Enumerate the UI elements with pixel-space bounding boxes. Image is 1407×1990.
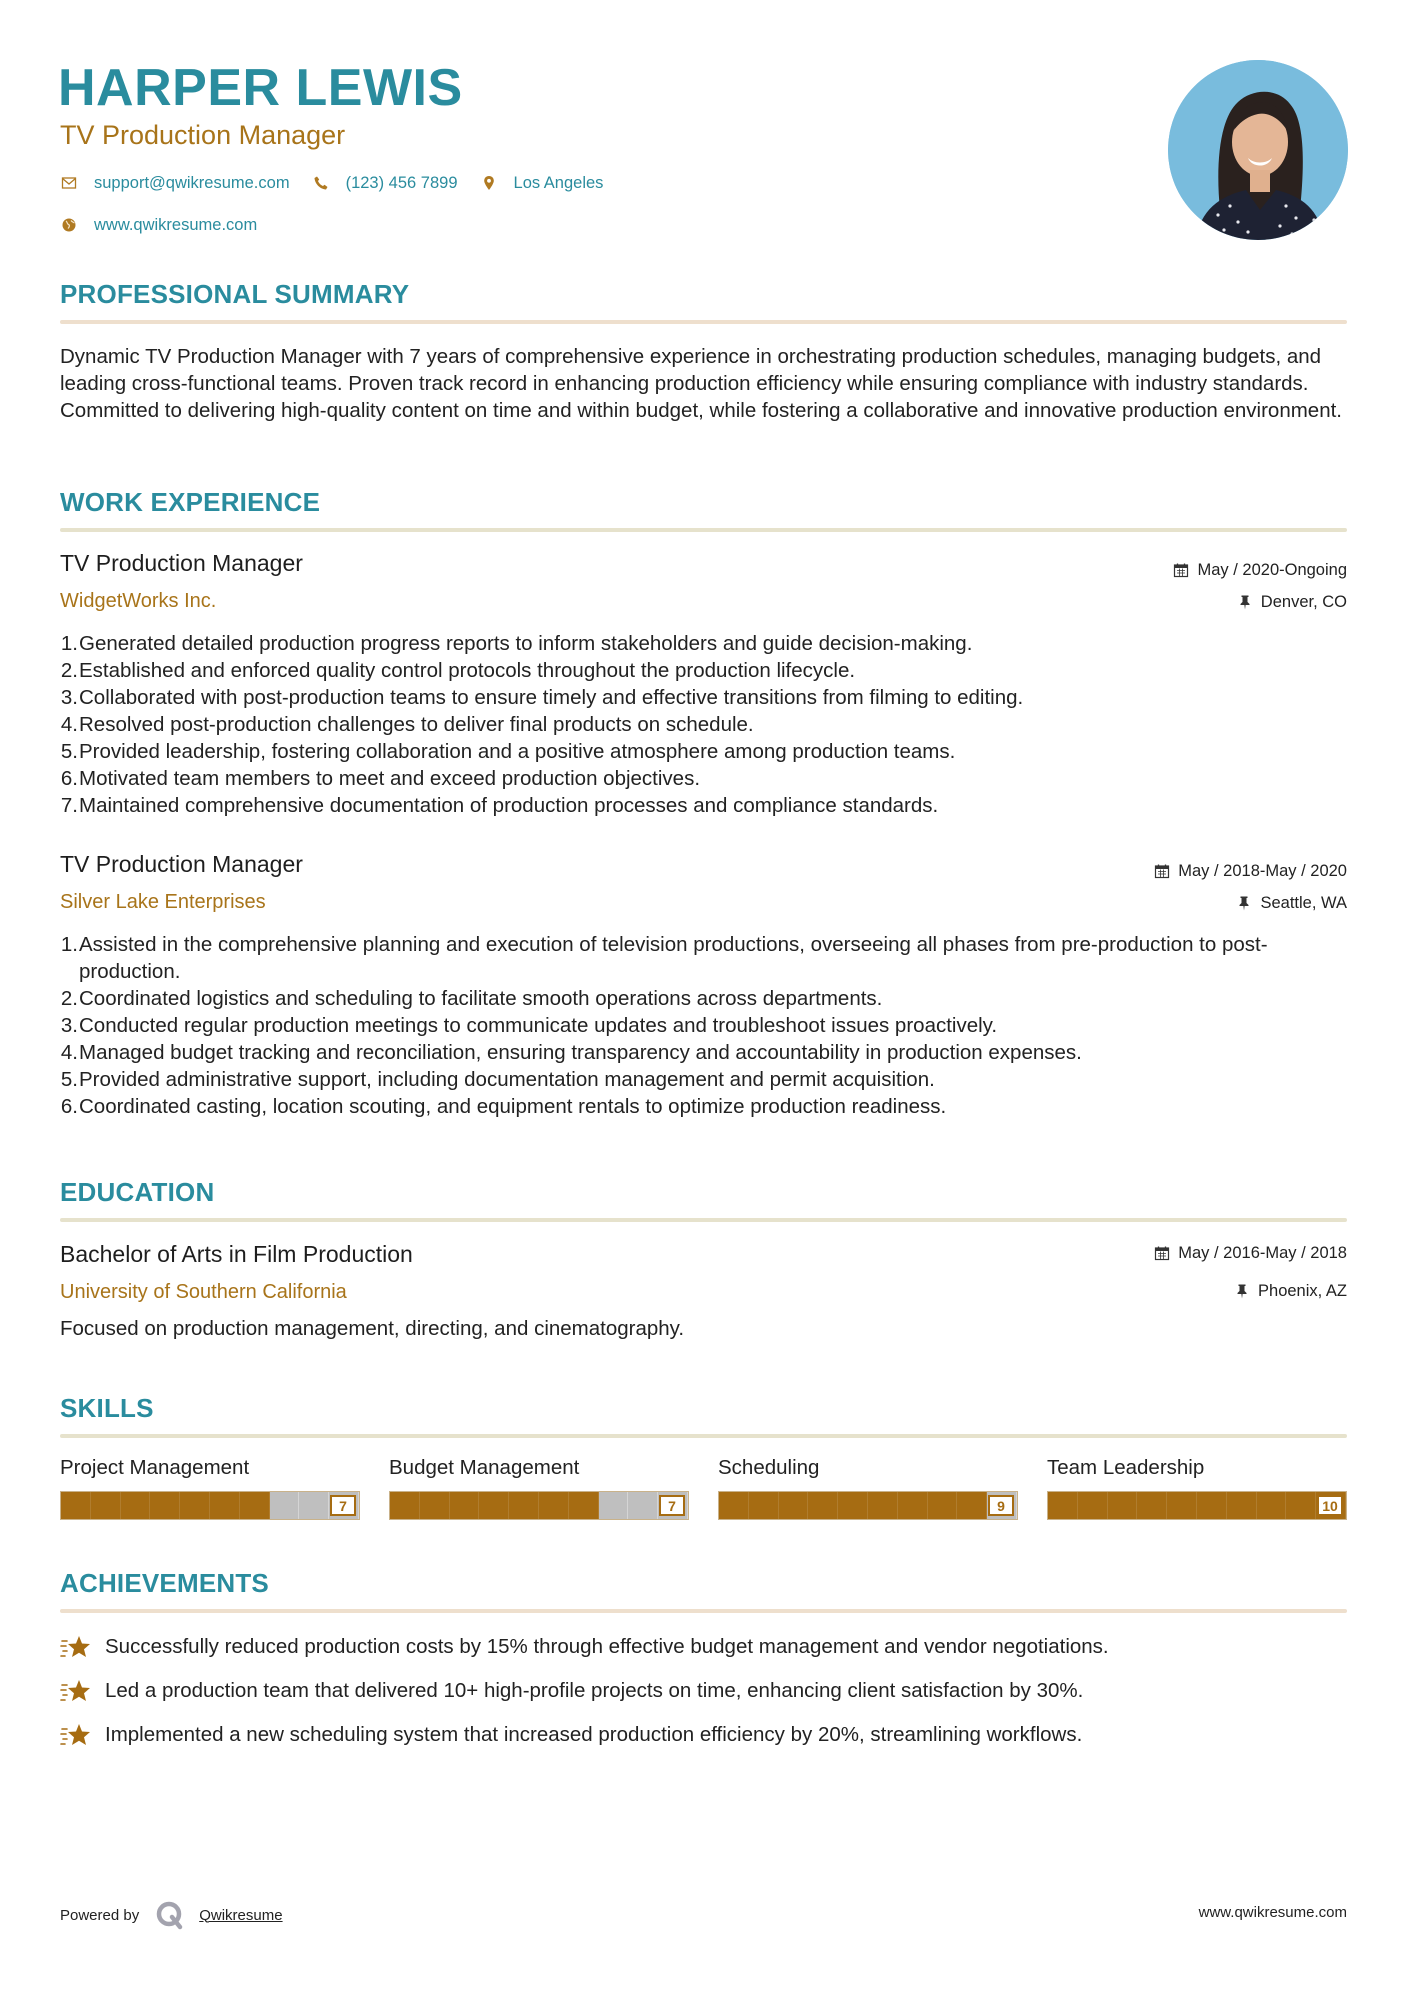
candidate-title: TV Production Manager — [60, 120, 346, 150]
education-dates-text: May / 2016-May / 2018 — [1178, 1244, 1347, 1262]
job-company: Silver Lake Enterprises — [60, 891, 266, 913]
star-award-icon — [60, 1633, 92, 1661]
globe-icon — [60, 216, 78, 234]
job-location — [1236, 892, 1347, 914]
job-location-text: Seattle, WA — [1260, 894, 1347, 912]
map-pin-icon — [480, 174, 498, 192]
achievement-item — [60, 1633, 1347, 1661]
job-location — [1237, 591, 1347, 613]
experience-heading: WORK EXPERIENCE — [60, 487, 321, 517]
pushpin-icon — [1236, 895, 1252, 911]
degree-title: Bachelor of Arts in Film Production — [60, 1241, 413, 1267]
skill-name: Project Management — [60, 1456, 250, 1479]
achievement-item — [60, 1721, 1347, 1749]
calendar-icon — [1173, 562, 1189, 578]
job-title: TV Production Manager — [60, 851, 303, 877]
education-heading: EDUCATION — [60, 1177, 215, 1207]
skill-item — [389, 1455, 689, 1520]
qwikresume-logo-icon — [155, 1900, 185, 1930]
skill-name: Team Leadership — [1047, 1456, 1205, 1479]
skill-bar — [60, 1491, 360, 1520]
calendar-icon — [1154, 863, 1170, 879]
star-award-icon — [60, 1677, 92, 1705]
skill-name: Budget Management — [389, 1456, 580, 1479]
list-item: 5. Provided leadership, fostering collaboration and a positive atmosphere among production teams. — [60, 740, 956, 763]
star-award-icon — [60, 1721, 92, 1749]
skill-bar — [389, 1491, 689, 1520]
contact-row-primary — [60, 172, 625, 194]
job-dates-text: May / 2020-Ongoing — [1197, 561, 1347, 579]
contact-phone[interactable] — [312, 172, 458, 194]
experience-divider — [60, 528, 1347, 532]
education-location — [1234, 1280, 1347, 1302]
pushpin-icon — [1237, 594, 1253, 610]
achievement-text: Led a production team that delivered 10+ high-profile projects on time, enhancing client satisfaction by 30%. — [105, 1679, 1084, 1702]
list-item: 4. Managed budget tracking and reconciliation, ensuring transparency and accountability in production expenses. — [60, 1041, 1082, 1064]
list-item: 5. Provided administrative support, including documentation management and permit acquisition. — [60, 1068, 935, 1091]
list-item: 2. Coordinated logistics and scheduling to facilitate smooth operations across departments. — [60, 987, 883, 1010]
job-dates — [1154, 860, 1347, 882]
skill-score: 7 — [659, 1495, 685, 1516]
phone-text: (123) 456 7899 — [345, 174, 458, 192]
education-location-text: Phoenix, AZ — [1258, 1282, 1347, 1300]
skill-score: 9 — [988, 1495, 1014, 1516]
achievement-item — [60, 1677, 1347, 1705]
job-title: TV Production Manager — [60, 550, 303, 576]
envelope-icon — [60, 174, 78, 192]
website-text: www.qwikresume.com — [94, 216, 258, 234]
list-item: 3. Conducted regular production meetings to communicate updates and troubleshoot issues proactively. — [60, 1014, 998, 1037]
contact-website[interactable] — [60, 214, 257, 236]
job-dates — [1173, 559, 1347, 581]
skill-name: Scheduling — [718, 1456, 820, 1479]
candidate-name: HARPER LEWIS — [58, 59, 463, 117]
footer-powered-by — [60, 1900, 283, 1930]
list-item: 7. Maintained comprehensive documentation of production processes and compliance standards. — [60, 794, 939, 817]
job-location-text: Denver, CO — [1260, 593, 1347, 611]
list-item: 1. Assisted in the comprehensive planning and execution of television productions, overseeing all phases from pre-production to post-production. — [60, 933, 1268, 983]
calendar-icon — [1154, 1245, 1170, 1261]
email-text: support@qwikresume.com — [94, 174, 290, 192]
contact-row-secondary — [60, 214, 279, 236]
skill-item — [60, 1455, 360, 1520]
skill-score: 10 — [1317, 1495, 1343, 1516]
job-company: WidgetWorks Inc. — [60, 590, 217, 612]
job-dates-text: May / 2018-May / 2020 — [1178, 862, 1347, 880]
avatar — [1168, 60, 1348, 240]
skill-score: 7 — [330, 1495, 356, 1516]
contact-email[interactable] — [60, 172, 290, 194]
list-item: 3. Collaborated with post-production teams to ensure timely and effective transitions from filming to editing. — [60, 686, 1024, 709]
list-item: 6. Motivated team members to meet and exceed production objectives. — [60, 767, 701, 790]
skills-divider — [60, 1434, 1347, 1438]
education-divider — [60, 1218, 1347, 1222]
skills-grid — [60, 1455, 1347, 1520]
location-text: Los Angeles — [513, 174, 604, 192]
skills-heading: SKILLS — [60, 1393, 154, 1423]
skill-item — [1047, 1455, 1347, 1520]
summary-heading: PROFESSIONAL SUMMARY — [60, 279, 410, 309]
skill-item — [718, 1455, 1018, 1520]
list-item: 1. Generated detailed production progress reports to inform stakeholders and guide decision-making. — [60, 632, 973, 655]
skill-bar — [1047, 1491, 1347, 1520]
list-item: 2. Established and enforced quality control protocols throughout the production lifecycle. — [60, 659, 856, 682]
education-dates — [1154, 1242, 1347, 1264]
list-item: 6. Coordinated casting, location scouting, and equipment rentals to optimize production readiness. — [60, 1095, 947, 1118]
powered-by-label: Powered by — [60, 1906, 140, 1924]
summary-text: Dynamic TV Production Manager with 7 years of comprehensive experience in orchestrating production schedules, managing budgets, and leading cross-functional teams. Proven track record in enhancing production efficiency while ensuring compliance with industry standards. Committed to delivering high-quality content on time and within budget, while fostering a collaborative and innovative production environment. — [60, 345, 1342, 422]
achievements-heading: ACHIEVEMENTS — [60, 1568, 269, 1598]
achievement-text: Successfully reduced production costs by 15% through effective budget management and vendor negotiations. — [105, 1635, 1109, 1658]
pushpin-icon — [1234, 1283, 1250, 1299]
achievement-text: Implemented a new scheduling system that increased production efficiency by 20%, streamlining workflows. — [105, 1723, 1083, 1746]
education-description: Focused on production management, directing, and cinematography. — [60, 1317, 685, 1340]
achievements-divider — [60, 1609, 1347, 1613]
footer-website-link[interactable]: www.qwikresume.com — [1198, 1904, 1347, 1921]
summary-divider — [60, 320, 1347, 324]
contact-location — [480, 172, 604, 194]
job-bullets — [60, 630, 1347, 819]
job-bullets — [60, 931, 1290, 1120]
school-name: University of Southern California — [60, 1281, 347, 1303]
list-item: 4. Resolved post-production challenges to deliver final products on schedule. — [60, 713, 754, 736]
qwikresume-link[interactable]: Qwikresume — [199, 1906, 283, 1924]
phone-icon — [312, 174, 330, 192]
skill-bar — [718, 1491, 1018, 1520]
